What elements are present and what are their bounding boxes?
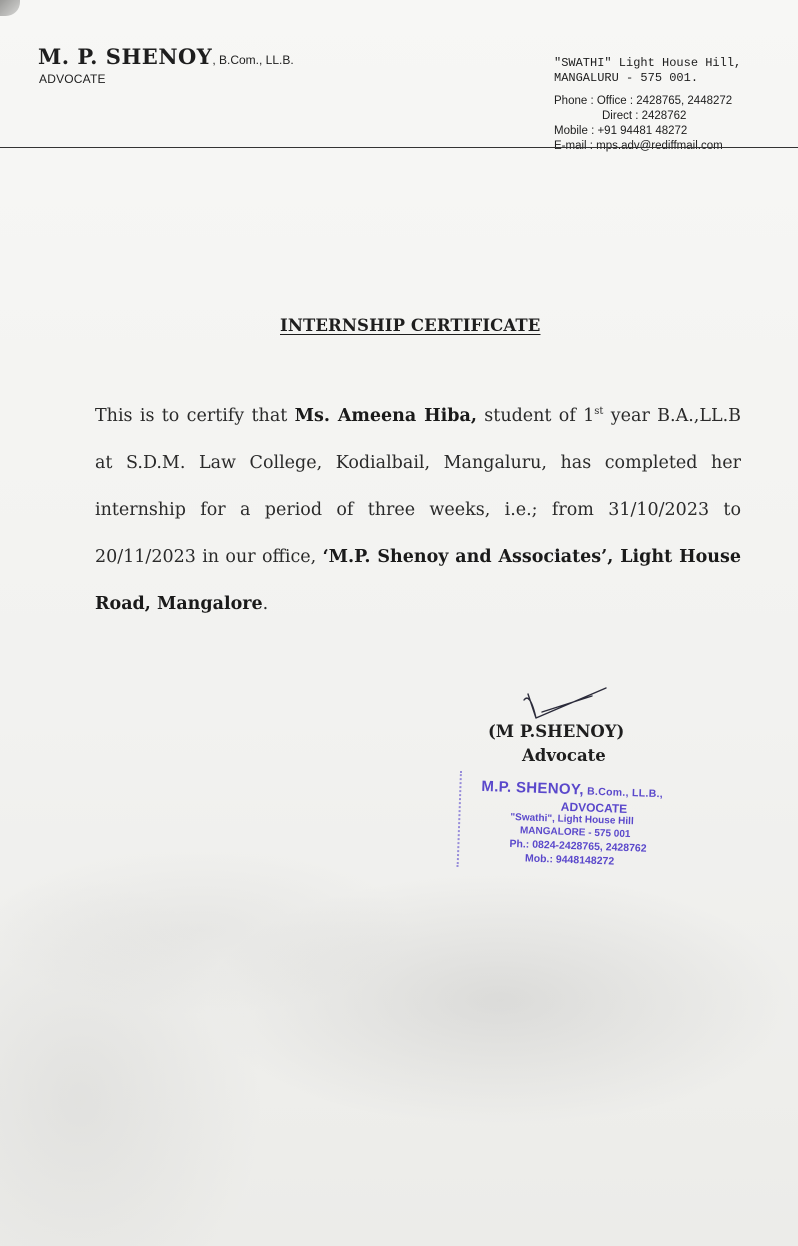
- paper-corner: [0, 0, 20, 16]
- ordinal-suffix: st: [594, 406, 604, 418]
- certificate-title: INTERNSHIP CERTIFICATE: [280, 316, 541, 335]
- signatory-role: Advocate: [522, 746, 606, 765]
- stamp-edge-mark: [457, 771, 468, 867]
- letterhead-contact: [554, 94, 732, 154]
- certificate-body: [95, 393, 741, 628]
- stamp-address: "Swathi", Light House Hill: [510, 811, 634, 828]
- signatory-name: (M P.SHENOY): [488, 722, 625, 741]
- address-line-2: MANGALURU - 575 001.: [554, 71, 699, 85]
- stamp-qualifications: B.Com., LL.B.,: [583, 785, 664, 801]
- stamp-name: [481, 778, 663, 801]
- letterhead-name-text: M. P. SHENOY: [38, 44, 213, 69]
- letterhead-role: ADVOCATE: [39, 72, 106, 86]
- signature-scribble: [522, 682, 612, 722]
- mobile-number: Mobile : +91 94481 48272: [554, 125, 688, 137]
- address-line-1: "SWATHI" Light House Hill,: [554, 56, 742, 70]
- letterhead-qualifications: , B.Com., LL.B.: [212, 53, 294, 67]
- stamp-role: ADVOCATE: [560, 799, 628, 816]
- body-part-2: student of 1: [476, 406, 595, 426]
- phone-direct: Direct : 2428762: [602, 110, 687, 122]
- firm-name: ‘M.P. Shenoy and Associates’, Light House Road, Mangalore: [95, 547, 741, 614]
- student-name: Ms. Ameena Hiba,: [294, 406, 477, 426]
- stamp-mobile: Mob.: 9448148272: [524, 852, 615, 868]
- letterhead-name: [38, 44, 294, 69]
- letterhead-divider: [0, 147, 798, 148]
- letterhead-address: [554, 56, 741, 86]
- stamp-phone: Ph.: 0824-2428765, 2428762: [509, 837, 647, 855]
- body-part-1: This is to certify that: [95, 406, 295, 426]
- stamp-city: MANGALORE - 575 001: [519, 825, 631, 841]
- body-end: .: [262, 594, 269, 614]
- phone-office: Phone : Office : 2428765, 2448272: [554, 95, 733, 107]
- rubber-stamp: [468, 776, 729, 885]
- body-part-3: year B.A.,LL.B at S.D.M. Law College, Kodialbail, Mangaluru, has completed her internship for a period of three weeks, i.e.; from 31/10/2023 to 20/11/2023 in our office,: [95, 406, 742, 567]
- stamp-name-text: M.P. SHENOY,: [481, 777, 585, 799]
- email-address: E-mail : mps.adv@rediffmail.com: [554, 140, 723, 152]
